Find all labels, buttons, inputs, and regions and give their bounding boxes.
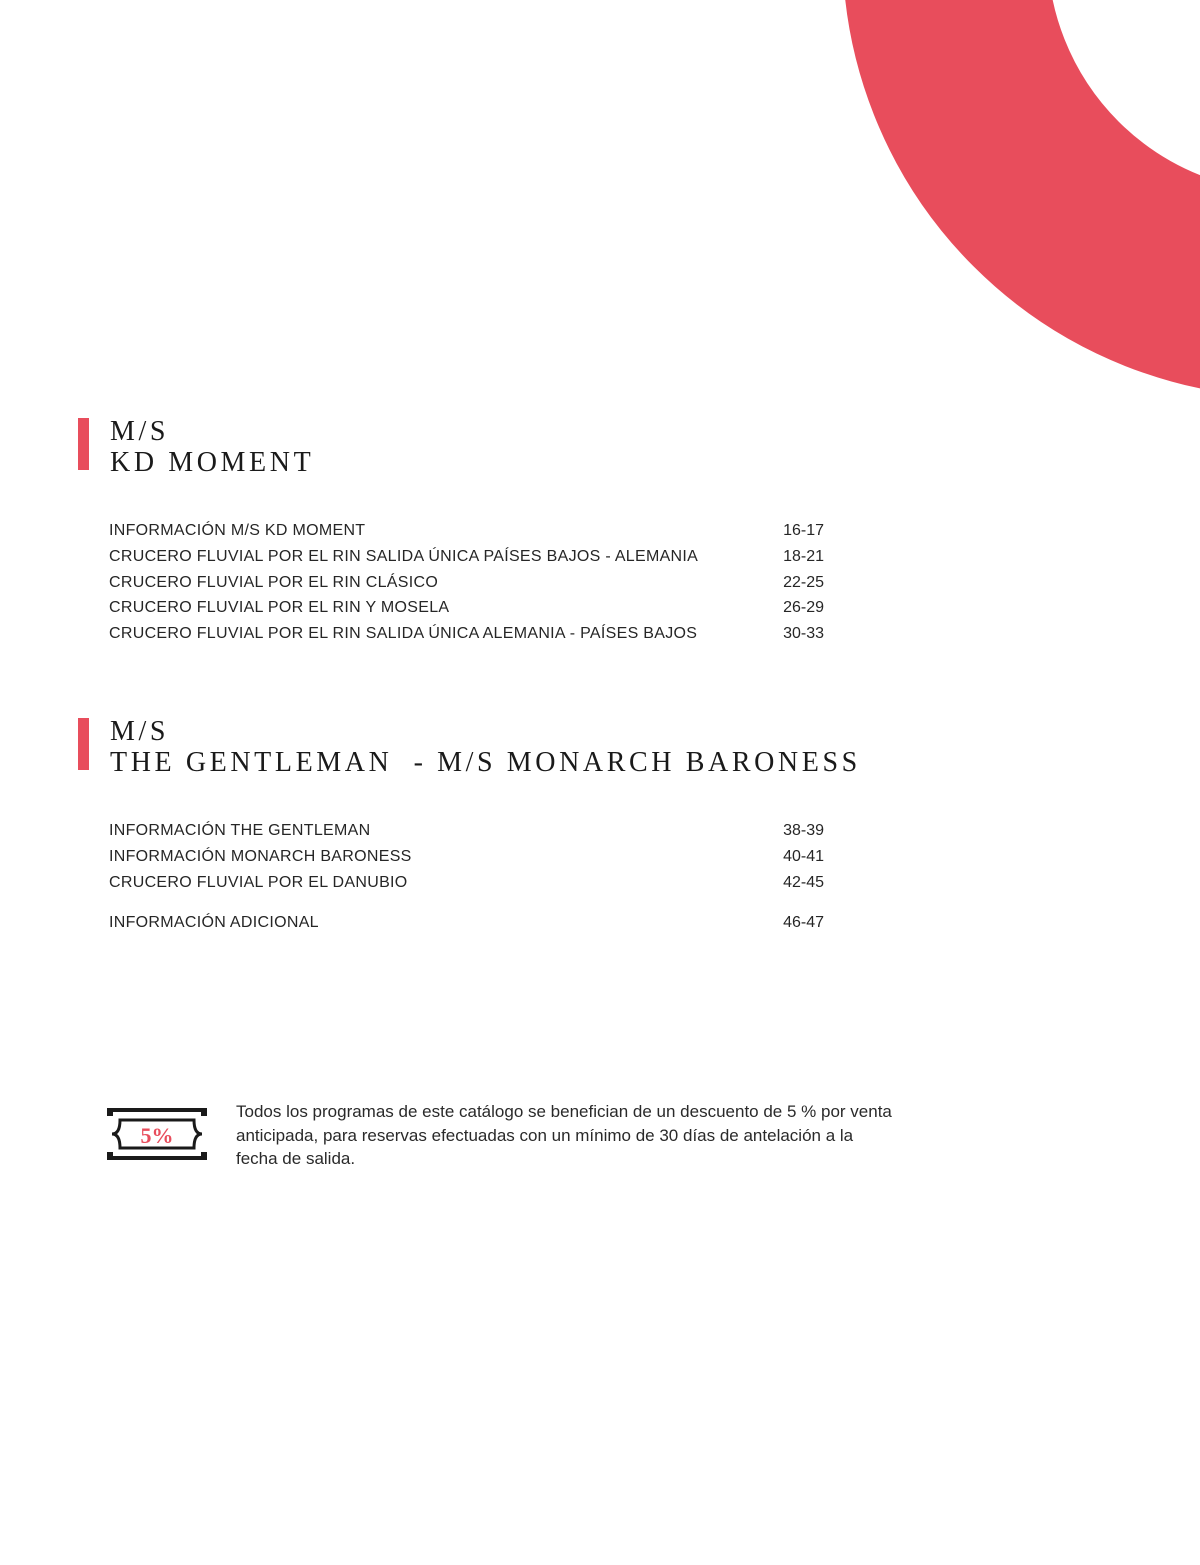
heading-line-1: M/S	[110, 416, 170, 447]
toc-page-range: 40-41	[783, 847, 824, 865]
toc-page-range: 18-21	[783, 547, 824, 565]
heading-line-1: M/S	[110, 716, 170, 747]
toc-label: INFORMACIÓN M/S KD MOMENT	[109, 522, 366, 539]
toc-label: CRUCERO FLUVIAL POR EL RIN Y MOSELA	[109, 599, 450, 617]
toc-label: INFORMACIÓN THE GENTLEMAN	[109, 822, 371, 839]
toc-row[interactable]	[109, 521, 855, 547]
heading-line-2: THE GENTLEMAN - M/S MONARCH BARONESS	[110, 747, 861, 778]
heading-line-2: KD MOMENT	[110, 447, 315, 478]
section-heading	[78, 416, 855, 478]
section-kd-moment	[78, 416, 855, 650]
table-of-contents	[78, 521, 855, 650]
toc-page-range: 42-45	[783, 873, 824, 891]
section-gentleman-monarch-baroness	[78, 716, 861, 939]
toc-row[interactable]	[109, 847, 855, 873]
toc-row[interactable]	[109, 873, 855, 899]
toc-page-range: 26-29	[783, 599, 824, 617]
toc-row[interactable]	[109, 821, 855, 847]
toc-row[interactable]	[109, 598, 855, 624]
toc-label: CRUCERO FLUVIAL POR EL DANUBIO	[109, 873, 408, 891]
decorative-ring-arc	[945, 0, 1200, 295]
toc-page-range: 46-47	[783, 914, 824, 932]
toc-page-range: 22-25	[783, 573, 824, 591]
heading-accent-bar	[78, 418, 89, 470]
toc-label: CRUCERO FLUVIAL POR EL RIN SALIDA ÚNICA PAÍSES BAJOS - ALEMANIA	[109, 547, 699, 565]
discount-note: Todos los programas de este catálogo se benefician de un descuento de 5 % por venta anticipada, para reservas efectuadas con un mínimo de 30 días de antelación a la fecha de salida.	[236, 1102, 892, 1168]
toc-page-range: 38-39	[783, 822, 824, 839]
toc-label: INFORMACIÓN MONARCH BARONESS	[109, 847, 412, 865]
table-of-contents	[78, 821, 861, 939]
toc-page-range: 16-17	[783, 522, 824, 539]
discount-badge-text: 5%	[140, 1123, 174, 1148]
toc-row[interactable]	[109, 624, 855, 650]
heading-accent-bar	[78, 718, 89, 770]
section-heading	[78, 716, 861, 778]
toc-row[interactable]	[109, 913, 855, 939]
discount-ticket-icon	[105, 1106, 209, 1162]
toc-page-range: 30-33	[783, 625, 824, 643]
toc-row[interactable]	[109, 547, 855, 573]
toc-label: CRUCERO FLUVIAL POR EL RIN CLÁSICO	[109, 573, 439, 591]
toc-label: CRUCERO FLUVIAL POR EL RIN SALIDA ÚNICA ALEMANIA - PAÍSES BAJOS	[109, 625, 698, 643]
toc-row[interactable]	[109, 573, 855, 599]
toc-label: INFORMACIÓN ADICIONAL	[109, 914, 319, 932]
